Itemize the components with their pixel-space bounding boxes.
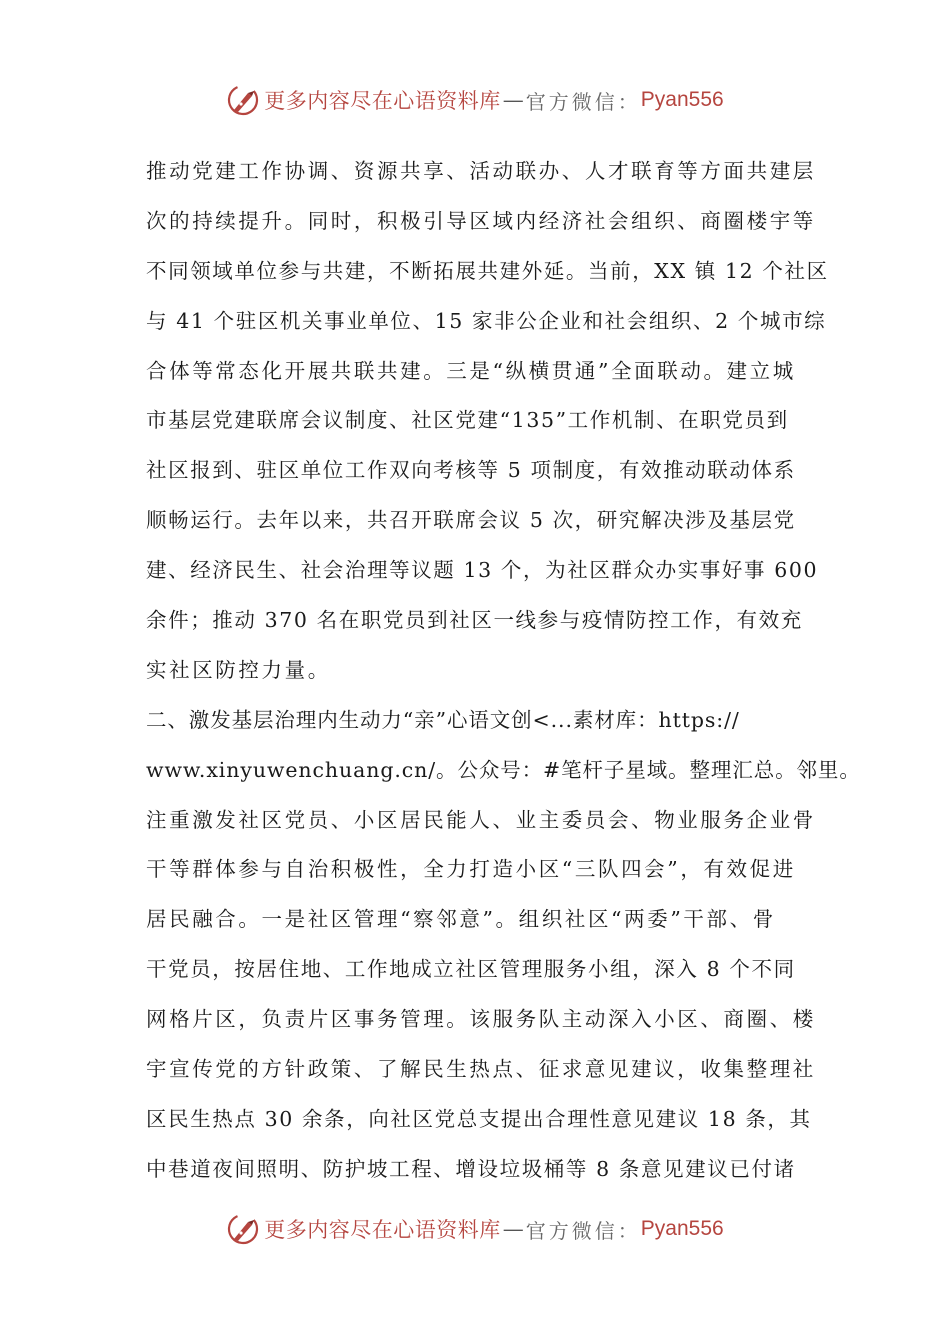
text-line: 合体等常态化开展共联共建。三是“纵横贯通”全面联动。建立城 <box>146 358 796 383</box>
document-body <box>146 147 861 1195</box>
text-line: 与 41 个驻区机关事业单位、15 家非公企业和社会组织、2 个城市综 <box>146 308 827 333</box>
banner-wechat-id: Pyan556 <box>640 88 724 111</box>
footer-banner <box>0 1209 950 1249</box>
header-banner <box>0 80 950 120</box>
text-line: 干党员，按居住地、工作地成立社区管理服务小组，深入 8 个不同 <box>146 957 796 982</box>
text-line: 不同领域单位参与共建，不断拓展共建外延。当前，XX 镇 12 个社区 <box>146 258 829 283</box>
banner-title: 更多内容尽在心语资料库 <box>264 1218 501 1242</box>
banner-wechat-id: Pyan556 <box>640 1217 724 1240</box>
text-line: 注重激发社区党员、小区居民能人、业主委员会、物业服务企业骨 <box>146 807 816 832</box>
text-line: 网格片区，负责片区事务管理。该服务队主动深入小区、商圈、楼 <box>146 1007 816 1032</box>
text-line: 居民融合。一是社区管理“察邻意”。组织社区“两委”干部、骨 <box>146 907 776 932</box>
text-line: 建、经济民生、社会治理等议题 13 个，为社区群众办实事好事 600 <box>146 558 819 583</box>
text-line: 顺畅运行。去年以来，共召开联席会议 5 次，研究解决涉及基层党 <box>146 508 796 533</box>
banner-dash: — <box>502 88 524 112</box>
text-line: www.xinyuwenchuang.cn/。公众号：#笔杆子星域。整理汇总。邻里。 <box>146 757 861 782</box>
text-line: 社区报到、驻区单位工作双向考核等 5 项制度，有效推动联动体系 <box>146 458 796 483</box>
pen-nib-logo-icon <box>226 1212 260 1246</box>
text-line: 中巷道夜间照明、防护坡工程、增设垃圾桶等 8 条意见建议已付诸 <box>146 1156 796 1181</box>
banner-dash: — <box>502 1217 524 1241</box>
text-line: 实社区防控力量。 <box>146 657 331 682</box>
text-line: 推动党建工作协调、资源共享、活动联办、人才联育等方面共建层 <box>146 159 816 183</box>
banner-official-label: 官方微信： <box>525 1218 641 1243</box>
text-line: 宇宣传党的方针政策、了解民生热点、征求意见建议，收集整理社 <box>146 1057 816 1082</box>
text-line: 二、激发基层治理内生动力“亲”心语文创<...素材库：https:// <box>146 707 740 732</box>
pen-nib-logo-icon <box>226 83 260 117</box>
banner-official-label: 官方微信： <box>525 89 641 114</box>
text-line: 余件；推动 370 名在职党员到社区一线参与疫情防控工作，有效充 <box>146 608 803 633</box>
banner-title: 更多内容尽在心语资料库 <box>264 89 501 113</box>
text-line: 干等群体参与自治积极性，全力打造小区“三队四会”，有效促进 <box>146 857 796 882</box>
text-line: 市基层党建联席会议制度、社区党建“135”工作机制、在职党员到 <box>146 408 789 433</box>
text-line: 区民生热点 30 余条，向社区党总支提出合理性意见建议 18 条，其 <box>146 1106 812 1131</box>
text-line: 次的持续提升。同时，积极引导区域内经济社会组织、商圈楼宇等 <box>146 208 816 233</box>
